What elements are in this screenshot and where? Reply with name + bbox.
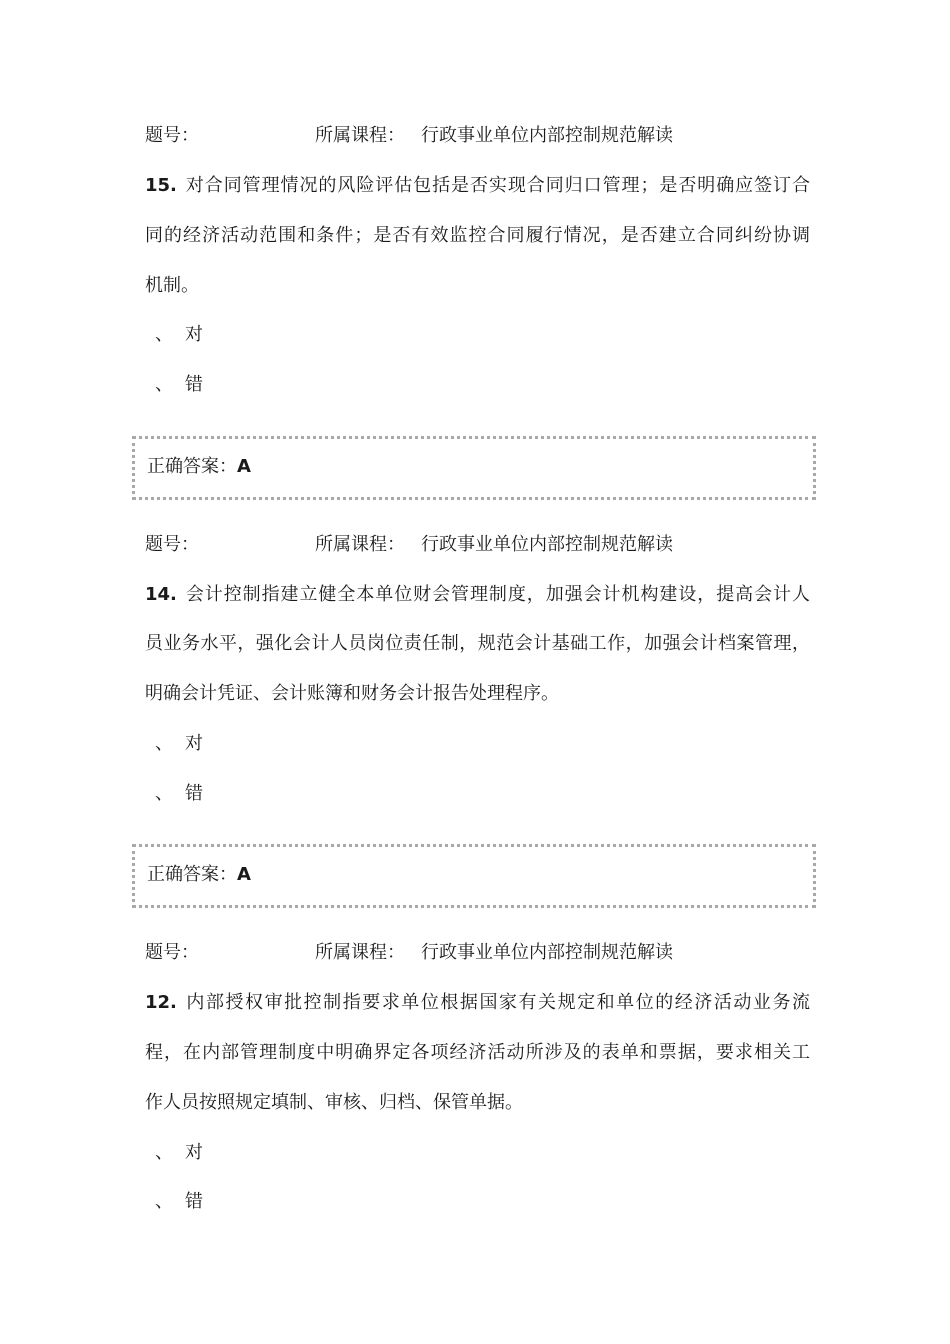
option-mark: 、 (155, 1191, 173, 1212)
option-mark: 、 (155, 374, 173, 395)
question-meta (0, 941, 950, 965)
question-number: 15. (145, 175, 177, 196)
question-number-label: 题号： (145, 534, 199, 555)
question-meta (0, 533, 950, 557)
option-label: 对 (185, 324, 203, 345)
answer-box (132, 844, 816, 908)
answer-value: A (237, 456, 251, 477)
answer-label: 正确答案： (147, 864, 237, 885)
question-text-line: 明确会计凭证、会计账簿和财务会计报告处理程序。 (145, 683, 559, 704)
option-true[interactable] (155, 732, 203, 756)
question-text-line: 15. 对合同管理情况的风险评估包括是否实现合同归口管理；是否明确应签订合 (145, 175, 810, 196)
option-mark: 、 (155, 783, 173, 804)
question-number-label: 题号： (145, 125, 199, 146)
course-label: 所属课程： (315, 125, 405, 146)
question-number-label: 题号： (145, 942, 199, 963)
question-text-line: 程，在内部管理制度中明确界定各项经济活动所涉及的表单和票据，要求相关工 (145, 1042, 810, 1063)
course-name: 行政事业单位内部控制规范解读 (421, 942, 673, 963)
question-text-line: 员业务水平，强化会计人员岗位责任制，规范会计基础工作，加强会计档案管理， (145, 633, 810, 654)
option-label: 对 (185, 1142, 203, 1163)
option-label: 错 (185, 783, 203, 804)
question-text-line: 机制。 (145, 275, 199, 296)
course-label: 所属课程： (315, 534, 405, 555)
option-false[interactable] (155, 782, 203, 806)
course-name: 行政事业单位内部控制规范解读 (421, 125, 673, 146)
option-mark: 、 (155, 324, 173, 345)
course-name: 行政事业单位内部控制规范解读 (421, 534, 673, 555)
option-label: 错 (185, 1191, 203, 1212)
option-label: 错 (185, 374, 203, 395)
course-label: 所属课程： (315, 942, 405, 963)
option-true[interactable] (155, 1141, 203, 1165)
question-number: 14. (145, 584, 177, 605)
option-label: 对 (185, 733, 203, 754)
answer-box (132, 436, 816, 500)
question-text-line: 同的经济活动范围和条件；是否有效监控合同履行情况，是否建立合同纠纷协调 (145, 225, 810, 246)
option-true[interactable] (155, 323, 203, 347)
question-text-line: 作人员按照规定填制、审核、归档、保管单据。 (145, 1092, 523, 1113)
answer-label: 正确答案： (147, 456, 237, 477)
question-text-line: 14. 会计控制指建立健全本单位财会管理制度，加强会计机构建设，提高会计人 (145, 584, 810, 605)
question-meta (0, 124, 950, 148)
answer-value: A (237, 864, 251, 885)
option-false[interactable] (155, 373, 203, 397)
question-text-line: 12. 内部授权审批控制指要求单位根据国家有关规定和单位的经济活动业务流 (145, 992, 810, 1013)
option-mark: 、 (155, 1142, 173, 1163)
question-number: 12. (145, 992, 177, 1013)
correct-answer (147, 863, 251, 887)
option-mark: 、 (155, 733, 173, 754)
correct-answer (147, 455, 251, 479)
option-false[interactable] (155, 1190, 203, 1214)
